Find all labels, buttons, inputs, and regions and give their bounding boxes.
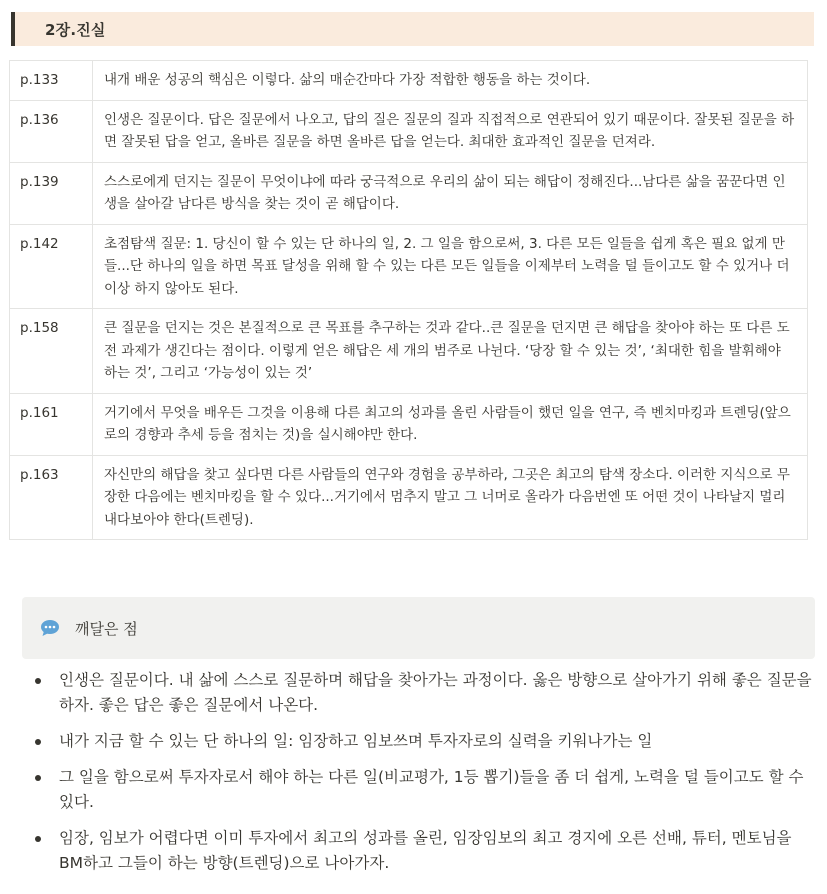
callout-block <box>22 597 815 659</box>
takeaway-list <box>30 668 820 887</box>
speech-bubble-icon <box>39 617 61 639</box>
list-item <box>30 765 820 815</box>
page-number-cell: p.139 <box>10 162 93 224</box>
list-item <box>30 826 820 876</box>
quote-text-cell: 인생은 질문이다. 답은 질문에서 나오고, 답의 질은 질문의 질과 직접적으로 연관되어 있기 때문이다. 잘못된 질문을 하면 잘못된 답을 얻고, 올바른 질문을 하면 올바른 답을 얻는다. 최대한 효과적인 질문을 던져라. <box>93 100 808 162</box>
table-row <box>10 61 808 101</box>
list-item-text: 임장, 임보가 어렵다면 이미 투자에서 최고의 성과를 올린, 임장임보의 최고 경지에 오른 선배, 튜터, 멘토님을 BM하고 그들이 하는 방향(트렌딩)으로 나아가자. <box>59 829 792 872</box>
page-number-cell: p.142 <box>10 224 93 309</box>
page-number-cell: p.161 <box>10 393 93 455</box>
list-item-text: 인생은 질문이다. 내 삶에 스스로 질문하며 해답을 찾아가는 과정이다. 옳은 방향으로 살아가기 위해 좋은 질문을 하자. 좋은 답은 좋은 질문에서 나온다. <box>59 671 812 714</box>
callout-title: 깨달은 점 <box>75 619 138 638</box>
table-row <box>10 100 808 162</box>
quote-text-cell: 큰 질문을 던지는 것은 본질적으로 큰 목표를 추구하는 것과 같다..큰 질문을 던지면 큰 해답을 찾아야 하는 또 다른 도전 과제가 생긴다는 점이다. 이렇게 얻은 해답은 세 개의 범주로 나뉜다. ‘당장 할 수 있는 것’, ‘최대한 힘을 발휘해야 하는 것’, 그리고 ‘가능성이 있는 것’ <box>93 309 808 394</box>
page-number-cell: p.133 <box>10 61 93 101</box>
table-row <box>10 309 808 394</box>
quote-text-cell: 거기에서 무엇을 배우든 그것을 이용해 다른 최고의 성과를 올린 사람들이 했던 일을 연구, 즉 벤치마킹과 트렌딩(앞으로의 경향과 추세 등을 점치는 것)을 실시해야만 한다. <box>93 393 808 455</box>
table-row <box>10 162 808 224</box>
table-row <box>10 393 808 455</box>
quote-text-cell: 스스로에게 던지는 질문이 무엇이냐에 따라 궁극적으로 우리의 삶이 되는 해답이 정해진다...남다른 삶을 꿈꾼다면 인생을 살아갈 남다른 방식을 찾는 것이 곧 해답이다. <box>93 162 808 224</box>
page-number-cell: p.163 <box>10 455 93 540</box>
quote-text-cell: 자신만의 해답을 찾고 싶다면 다른 사람들의 연구와 경험을 공부하라, 그곳은 최고의 탐색 장소다. 이러한 지식으로 무장한 다음에는 벤치마킹을 할 수 있다...거기에서 멈추지 말고 그 너머로 올라가 다음번엔 또 어떤 것이 나타날지 멀리 내다보아야 한다(트렌딩). <box>93 455 808 540</box>
page-number-cell: p.158 <box>10 309 93 394</box>
table-row <box>10 455 808 540</box>
page-number-cell: p.136 <box>10 100 93 162</box>
list-item-text: 그 일을 함으로써 투자자로서 해야 하는 다른 일(비교평가, 1등 뽑기)들을 좀 더 쉽게, 노력을 덜 들이고도 할 수 있다. <box>59 768 804 811</box>
chapter-heading <box>11 12 814 46</box>
list-item-text: 내가 지금 할 수 있는 단 하나의 일: 임장하고 임보쓰며 투자자로의 실력을 키워나가는 일 <box>59 732 653 750</box>
bullet-dot-icon <box>35 836 41 842</box>
table-row <box>10 224 808 309</box>
quote-table <box>9 60 808 540</box>
bullet-dot-icon <box>35 678 41 684</box>
list-item <box>30 668 820 718</box>
list-item <box>30 729 820 754</box>
quote-text-cell: 초점탐색 질문: 1. 당신이 할 수 있는 단 하나의 일, 2. 그 일을 함으로써, 3. 다른 모든 일들을 쉽게 혹은 필요 없게 만들...단 하나의 일을 하면 목표 달성을 위해 할 수 있는 다른 모든 일들을 이제부터 노력을 덜 들이고도 할 수 있거나 더 이상 하지 않아도 된다. <box>93 224 808 309</box>
chapter-title: 2장.진실 <box>45 20 106 39</box>
bullet-dot-icon <box>35 739 41 745</box>
bullet-dot-icon <box>35 775 41 781</box>
quote-text-cell: 내개 배운 성공의 핵심은 이렇다. 삶의 매순간마다 가장 적합한 행동을 하는 것이다. <box>93 61 808 101</box>
